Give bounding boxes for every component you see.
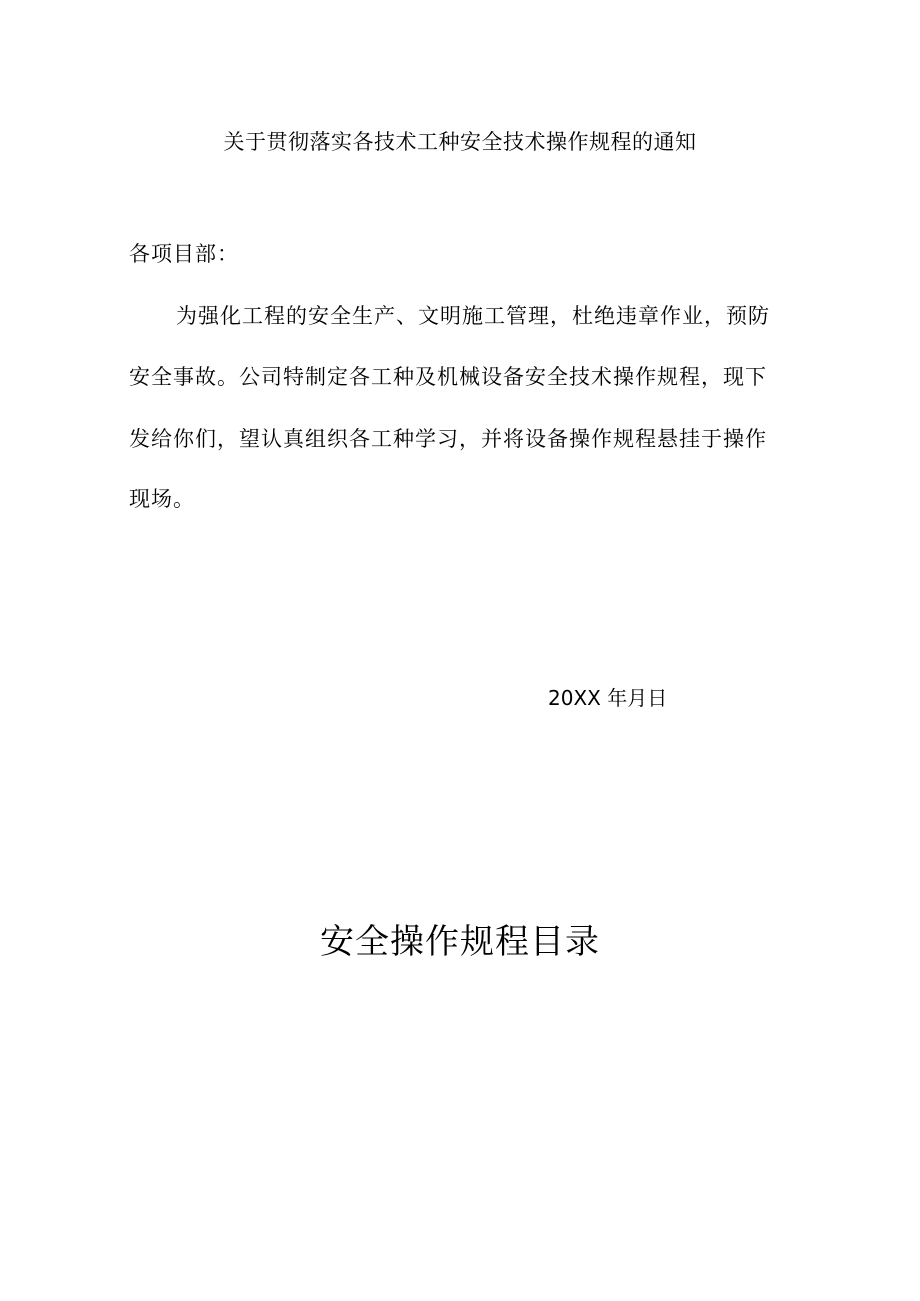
body-line: 为强化工程的安全生产、文明施工管理，杜绝违章作业，预防 xyxy=(176,304,770,328)
salutation: 各项目部： xyxy=(129,242,239,266)
notice-title: 关于贯彻落实各技术工种安全技术操作规程的通知 xyxy=(223,130,697,154)
body-line: 发给你们，望认真组织各工种学习，并将设备操作规程悬挂于操作 xyxy=(129,427,767,451)
date-line: 20XX 年月日 xyxy=(548,686,668,710)
section-heading: 安全操作规程目录 xyxy=(320,922,600,962)
body-line: 安全事故。公司特制定各工种及机械设备安全技术操作规程，现下 xyxy=(129,365,767,389)
body-line: 现场。 xyxy=(129,487,195,511)
